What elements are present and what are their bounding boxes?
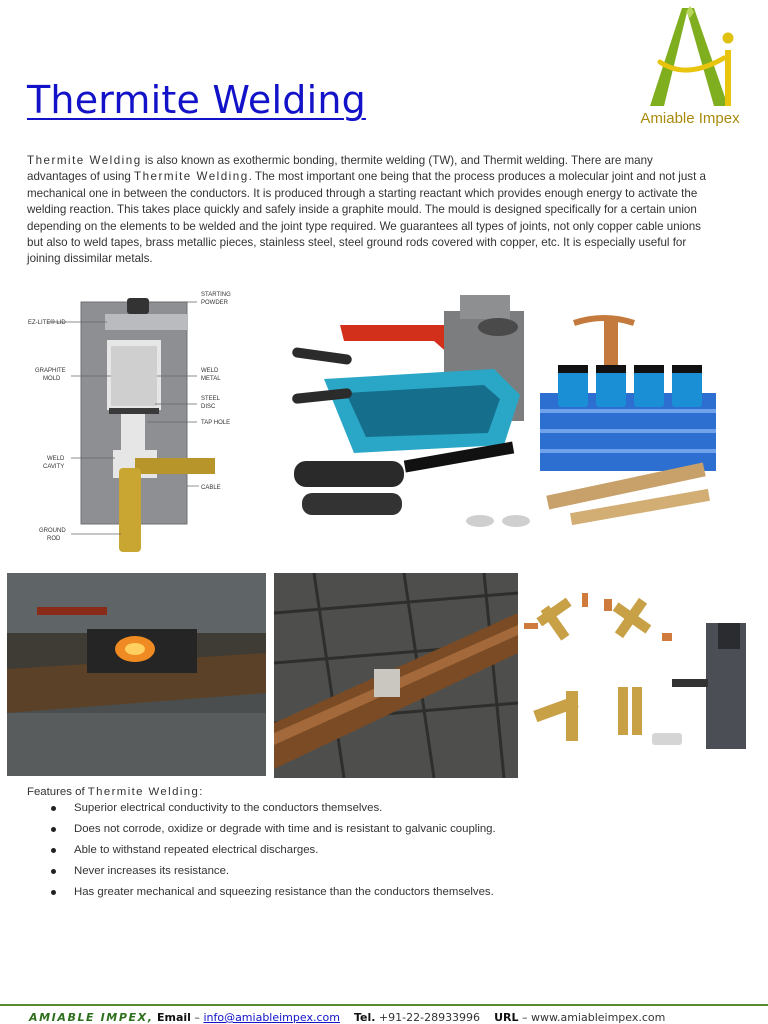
diagram-label: ROD: [47, 536, 61, 542]
diagram-label: WELD: [47, 456, 65, 462]
tool-kit-photo: [284, 283, 746, 543]
footer-url-label: URL: [494, 1011, 519, 1024]
diagram-label: EZ-LITE® LID: [28, 320, 66, 326]
diagram-label: STEEL: [201, 396, 221, 402]
footer-divider: [0, 1004, 768, 1006]
list-item: Superior electrical conductivity to the conductors themselves.: [27, 801, 727, 822]
intro-term: Thermite Welding: [134, 170, 249, 184]
footer-sep: –: [190, 1011, 204, 1024]
logo-text: Amiable Impex: [640, 110, 740, 127]
intro-text: is also known as exothermic bonding, thermite welding (TW), and Thermit welding. There are many advantages of using: [27, 154, 653, 184]
rail-weld-photo: [274, 573, 518, 778]
diagram-label: WELD: [201, 368, 219, 374]
intro-term: Thermite Welding: [27, 154, 142, 167]
footer-tel-label: Tel.: [353, 1011, 376, 1024]
mould-diagram: [27, 288, 269, 556]
footer-email-label: Email: [156, 1011, 191, 1024]
page-title: Thermite Welding: [27, 78, 366, 122]
features-heading: [27, 786, 727, 798]
features-heading-colon: :: [199, 786, 203, 798]
intro-paragraph: [27, 153, 713, 268]
diagram-label: MOLD: [43, 376, 61, 382]
footer: [29, 1011, 665, 1024]
list-item: Has greater mechanical and squeezing resistance than the conductors themselves.: [27, 885, 727, 906]
list-item: Does not corrode, oxidize or degrade with time and is resistant to galvanic coupling.: [27, 822, 727, 843]
features-heading-term: Thermite Welding: [87, 786, 200, 798]
logo-mark-icon: [624, 2, 756, 112]
footer-email-link[interactable]: info@amiableimpex.com: [203, 1011, 340, 1024]
diagram-label: GRAPHITE: [35, 368, 66, 374]
diagram-label: METAL: [201, 376, 221, 382]
company-logo: [624, 2, 756, 132]
list-item: Never increases its resistance.: [27, 864, 727, 885]
welding-site-photo: [7, 573, 266, 776]
diagram-label: DISC: [201, 404, 216, 410]
diagram-label: STARTING: [201, 292, 231, 298]
features-list: [27, 801, 727, 906]
diagram-label: POWDER: [201, 300, 228, 306]
footer-company: AMIABLE IMPEX,: [29, 1011, 154, 1024]
diagram-label: TAP HOLE: [201, 420, 231, 426]
diagram-label: GROUND: [39, 528, 66, 534]
footer-url[interactable]: www.amiableimpex.com: [530, 1011, 666, 1024]
footer-tel: +91-22-28933996: [375, 1011, 481, 1024]
diagram-label: CABLE: [201, 485, 221, 491]
list-item: Able to withstand repeated electrical discharges.: [27, 843, 727, 864]
diagram-label: CAVITY: [43, 464, 65, 470]
connectors-photo: [522, 583, 754, 765]
footer-sep: –: [518, 1011, 531, 1024]
intro-text: . The most important one being that the process produces a molecular joint and not just a mechanical one in between the conductors. It is produced through a starting reactant which provides enough energy to activate the welding reaction. This takes place quickly and safely inside a graphite mould. The mould is designed specifically for a certain union depending on the elements to be welded and the joint type required. We guarantees all types of joints, not only copper cable unions but also to weld tapes, brass metallic pieces, stainless steel, steel ground rods covered with copper, etc. It is especially useful for joining dissimilar metals.: [27, 170, 706, 266]
features-section: [27, 786, 727, 906]
features-heading-text: Features of: [27, 786, 88, 798]
